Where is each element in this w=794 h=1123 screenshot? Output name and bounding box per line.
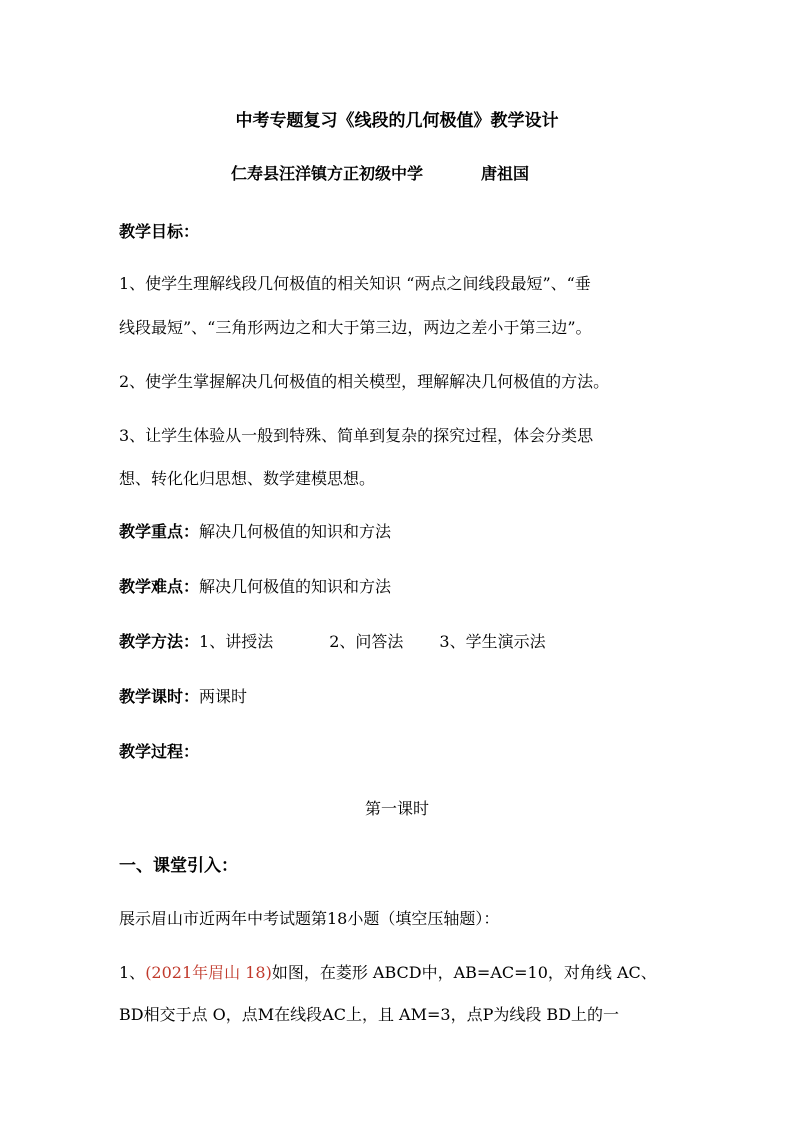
method-3: 3、学生演示法 <box>439 632 546 651</box>
difficulty <box>119 574 391 597</box>
method-1: 1、讲授法 <box>199 632 274 651</box>
hours-text: 两课时 <box>199 687 248 706</box>
goal-3-line-2: 想、转化化归思想、数学建模思想。 <box>119 469 376 488</box>
hours-label: 教学课时： <box>119 687 200 706</box>
goals-heading: 教学目标： <box>119 222 200 241</box>
problem-1-line-2: BD相交于点 O，点M在线段AC上，且 AM=3，点P为线段 BD上的一 <box>119 1005 620 1024</box>
author-name: 唐祖国 <box>481 164 530 183</box>
difficulty-text: 解决几何极值的知识和方法 <box>199 577 392 596</box>
methods <box>119 629 546 652</box>
author-school: 仁寿县汪洋镇方正初级中学 <box>231 164 424 183</box>
goal-2: 2、使学生掌握解决几何极值的相关模型，理解解决几何极值的方法。 <box>119 372 610 391</box>
hours <box>119 684 247 707</box>
problem-1-line-1 <box>119 960 657 983</box>
methods-label: 教学方法： <box>119 632 200 651</box>
difficulty-label: 教学难点： <box>119 577 200 596</box>
goal-3-line-1: 3、让学生体验从一般到特殊、简单到复杂的探究过程，体会分类思 <box>119 426 594 445</box>
key-point <box>119 519 391 542</box>
lesson-1-heading: 第一课时 <box>364 799 429 818</box>
problem-1-number: 1、 <box>119 963 146 982</box>
process-heading: 教学过程： <box>119 742 200 761</box>
key-point-text: 解决几何极值的知识和方法 <box>199 522 392 541</box>
key-point-label: 教学重点： <box>119 522 200 541</box>
problem-1-text: 如图，在菱形 ABCD中，AB=AC=10，对角线 AC、 <box>271 963 657 982</box>
intro-text: 展示眉山市近两年中考试题第18小题（填空压轴题）： <box>119 909 500 928</box>
document-title: 中考专题复习《线段的几何极值》教学设计 <box>235 111 559 131</box>
problem-1-source: (2021年眉山 18) <box>145 963 272 982</box>
goal-1-line-1: 1、使学生理解线段几何极值的相关知识 “两点之间线段最短”、“垂 <box>119 274 591 293</box>
goal-1-line-2: 线段最短”、“三角形两边之和大于第三边，两边之差小于第三边”。 <box>119 318 592 337</box>
method-2: 2、问答法 <box>329 632 404 651</box>
section-1-heading: 一、课堂引入： <box>119 856 238 876</box>
author-line <box>231 161 529 184</box>
